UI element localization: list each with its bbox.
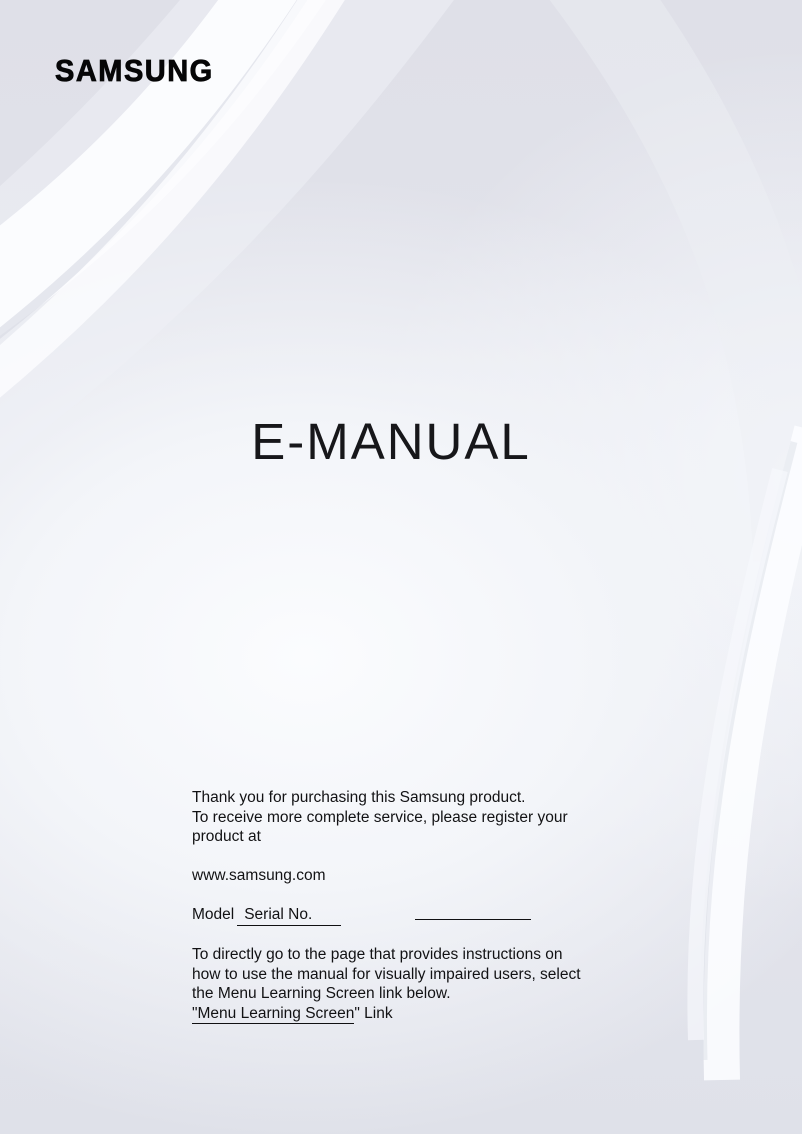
info-block bbox=[192, 788, 662, 1023]
swirl-halo-top-right bbox=[560, 0, 798, 560]
website-text: www.samsung.com bbox=[192, 867, 326, 884]
text-line: Thank you for purchasing this Samsung product. bbox=[192, 789, 526, 806]
serial-no-blank-field: Serial No. bbox=[237, 905, 341, 926]
text-line: how to use the manual for visually impaired users, select bbox=[192, 965, 581, 983]
model-blank-field bbox=[415, 917, 531, 920]
text-line: the Menu Learning Screen link below. bbox=[192, 985, 451, 1002]
samsung-logo: SAMSUNG bbox=[55, 55, 214, 89]
menu-learning-screen-link[interactable]: "Menu Learning Screen bbox=[192, 1004, 355, 1022]
link-suffix-text: " Link bbox=[354, 1004, 393, 1022]
menu-learning-screen-link-line bbox=[192, 1004, 662, 1024]
instructions-paragraph bbox=[192, 945, 662, 1004]
text-line: To directly go to the page that provides instructions on bbox=[192, 946, 563, 963]
text-line: product at bbox=[192, 828, 261, 845]
model-serial-line bbox=[192, 905, 662, 926]
text-line: To receive more complete service, please register your bbox=[192, 808, 568, 826]
model-label: Model bbox=[192, 906, 235, 923]
intro-paragraph bbox=[192, 788, 662, 847]
page-title: E-MANUAL bbox=[251, 413, 531, 470]
